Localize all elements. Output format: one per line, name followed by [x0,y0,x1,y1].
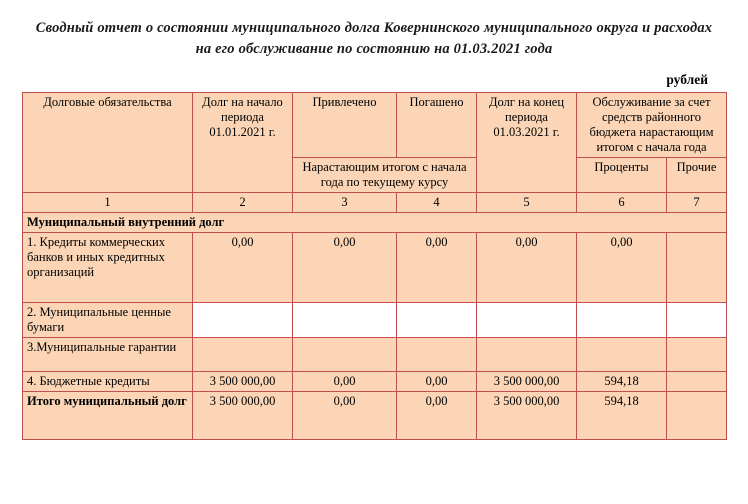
row-label: 4. Бюджетные кредиты [23,372,193,392]
row-debt-begin [193,303,293,338]
row-repaid [397,338,477,372]
row-other [667,372,727,392]
row-percents: 594,18 [577,392,667,440]
row-percents [577,303,667,338]
header-cumulative-note: Нарастающим итогом с начала года по текущему курсу [293,158,477,193]
row-other [667,233,727,303]
row-attracted [293,303,397,338]
table-row [23,303,727,338]
municipal-debt-table [22,92,727,440]
row-label: 2. Муниципальные ценные бумаги [23,303,193,338]
header-obligations: Долговые обязательства [23,93,193,193]
header-debt-end: Долг на конец периода 01.03.2021 г. [477,93,577,193]
units-label: рублей [666,72,708,87]
col-number-3: 3 [293,193,397,213]
section-title: Муниципальный внутренний долг [23,213,727,233]
row-debt-begin: 0,00 [193,233,293,303]
col-number-5: 5 [477,193,577,213]
row-other [667,338,727,372]
row-repaid: 0,00 [397,233,477,303]
row-debt-begin [193,338,293,372]
row-repaid [397,303,477,338]
row-label: 3.Муниципальные гарантии [23,338,193,372]
row-attracted: 0,00 [293,392,397,440]
row-repaid: 0,00 [397,372,477,392]
row-debt-begin: 3 500 000,00 [193,392,293,440]
col-number-7: 7 [667,193,727,213]
col-number-6: 6 [577,193,667,213]
header-attracted: Привлечено [293,93,397,158]
row-label: Итого муниципальный долг [23,392,193,440]
header-other: Прочие [667,158,727,193]
row-attracted: 0,00 [293,233,397,303]
row-debt-end: 3 500 000,00 [477,392,577,440]
col-number-2: 2 [193,193,293,213]
row-attracted [293,338,397,372]
row-attracted: 0,00 [293,372,397,392]
table-header-row-1 [23,93,727,158]
row-percents [577,338,667,372]
row-percents: 0,00 [577,233,667,303]
table-row-total [23,392,727,440]
page-title: Сводный отчет о состоянии муниципального долга Ковернинского муниципального округа и расходах на его обслуживание по состоянию на 01.03.2021 года [35,20,713,57]
section-row [23,213,727,233]
row-other [667,392,727,440]
row-repaid: 0,00 [397,392,477,440]
row-debt-begin: 3 500 000,00 [193,372,293,392]
document-page [0,18,748,504]
row-debt-end [477,338,577,372]
row-percents: 594,18 [577,372,667,392]
header-servicing: Обслуживание за счет средств районного бюджета нарастающим итогом с начала года [577,93,727,158]
header-percents: Проценты [577,158,667,193]
row-label: 1. Кредиты коммерческих банков и иных кредитных организаций [23,233,193,303]
col-number-1: 1 [23,193,193,213]
table-row [23,233,727,303]
row-debt-end: 0,00 [477,233,577,303]
column-numbers-row [23,193,727,213]
row-debt-end [477,303,577,338]
row-other [667,303,727,338]
header-debt-begin: Долг на начало периода 01.01.2021 г. [193,93,293,193]
header-repaid: Погашено [397,93,477,158]
table-row [23,338,727,372]
row-debt-end: 3 500 000,00 [477,372,577,392]
col-number-4: 4 [397,193,477,213]
table-row [23,372,727,392]
